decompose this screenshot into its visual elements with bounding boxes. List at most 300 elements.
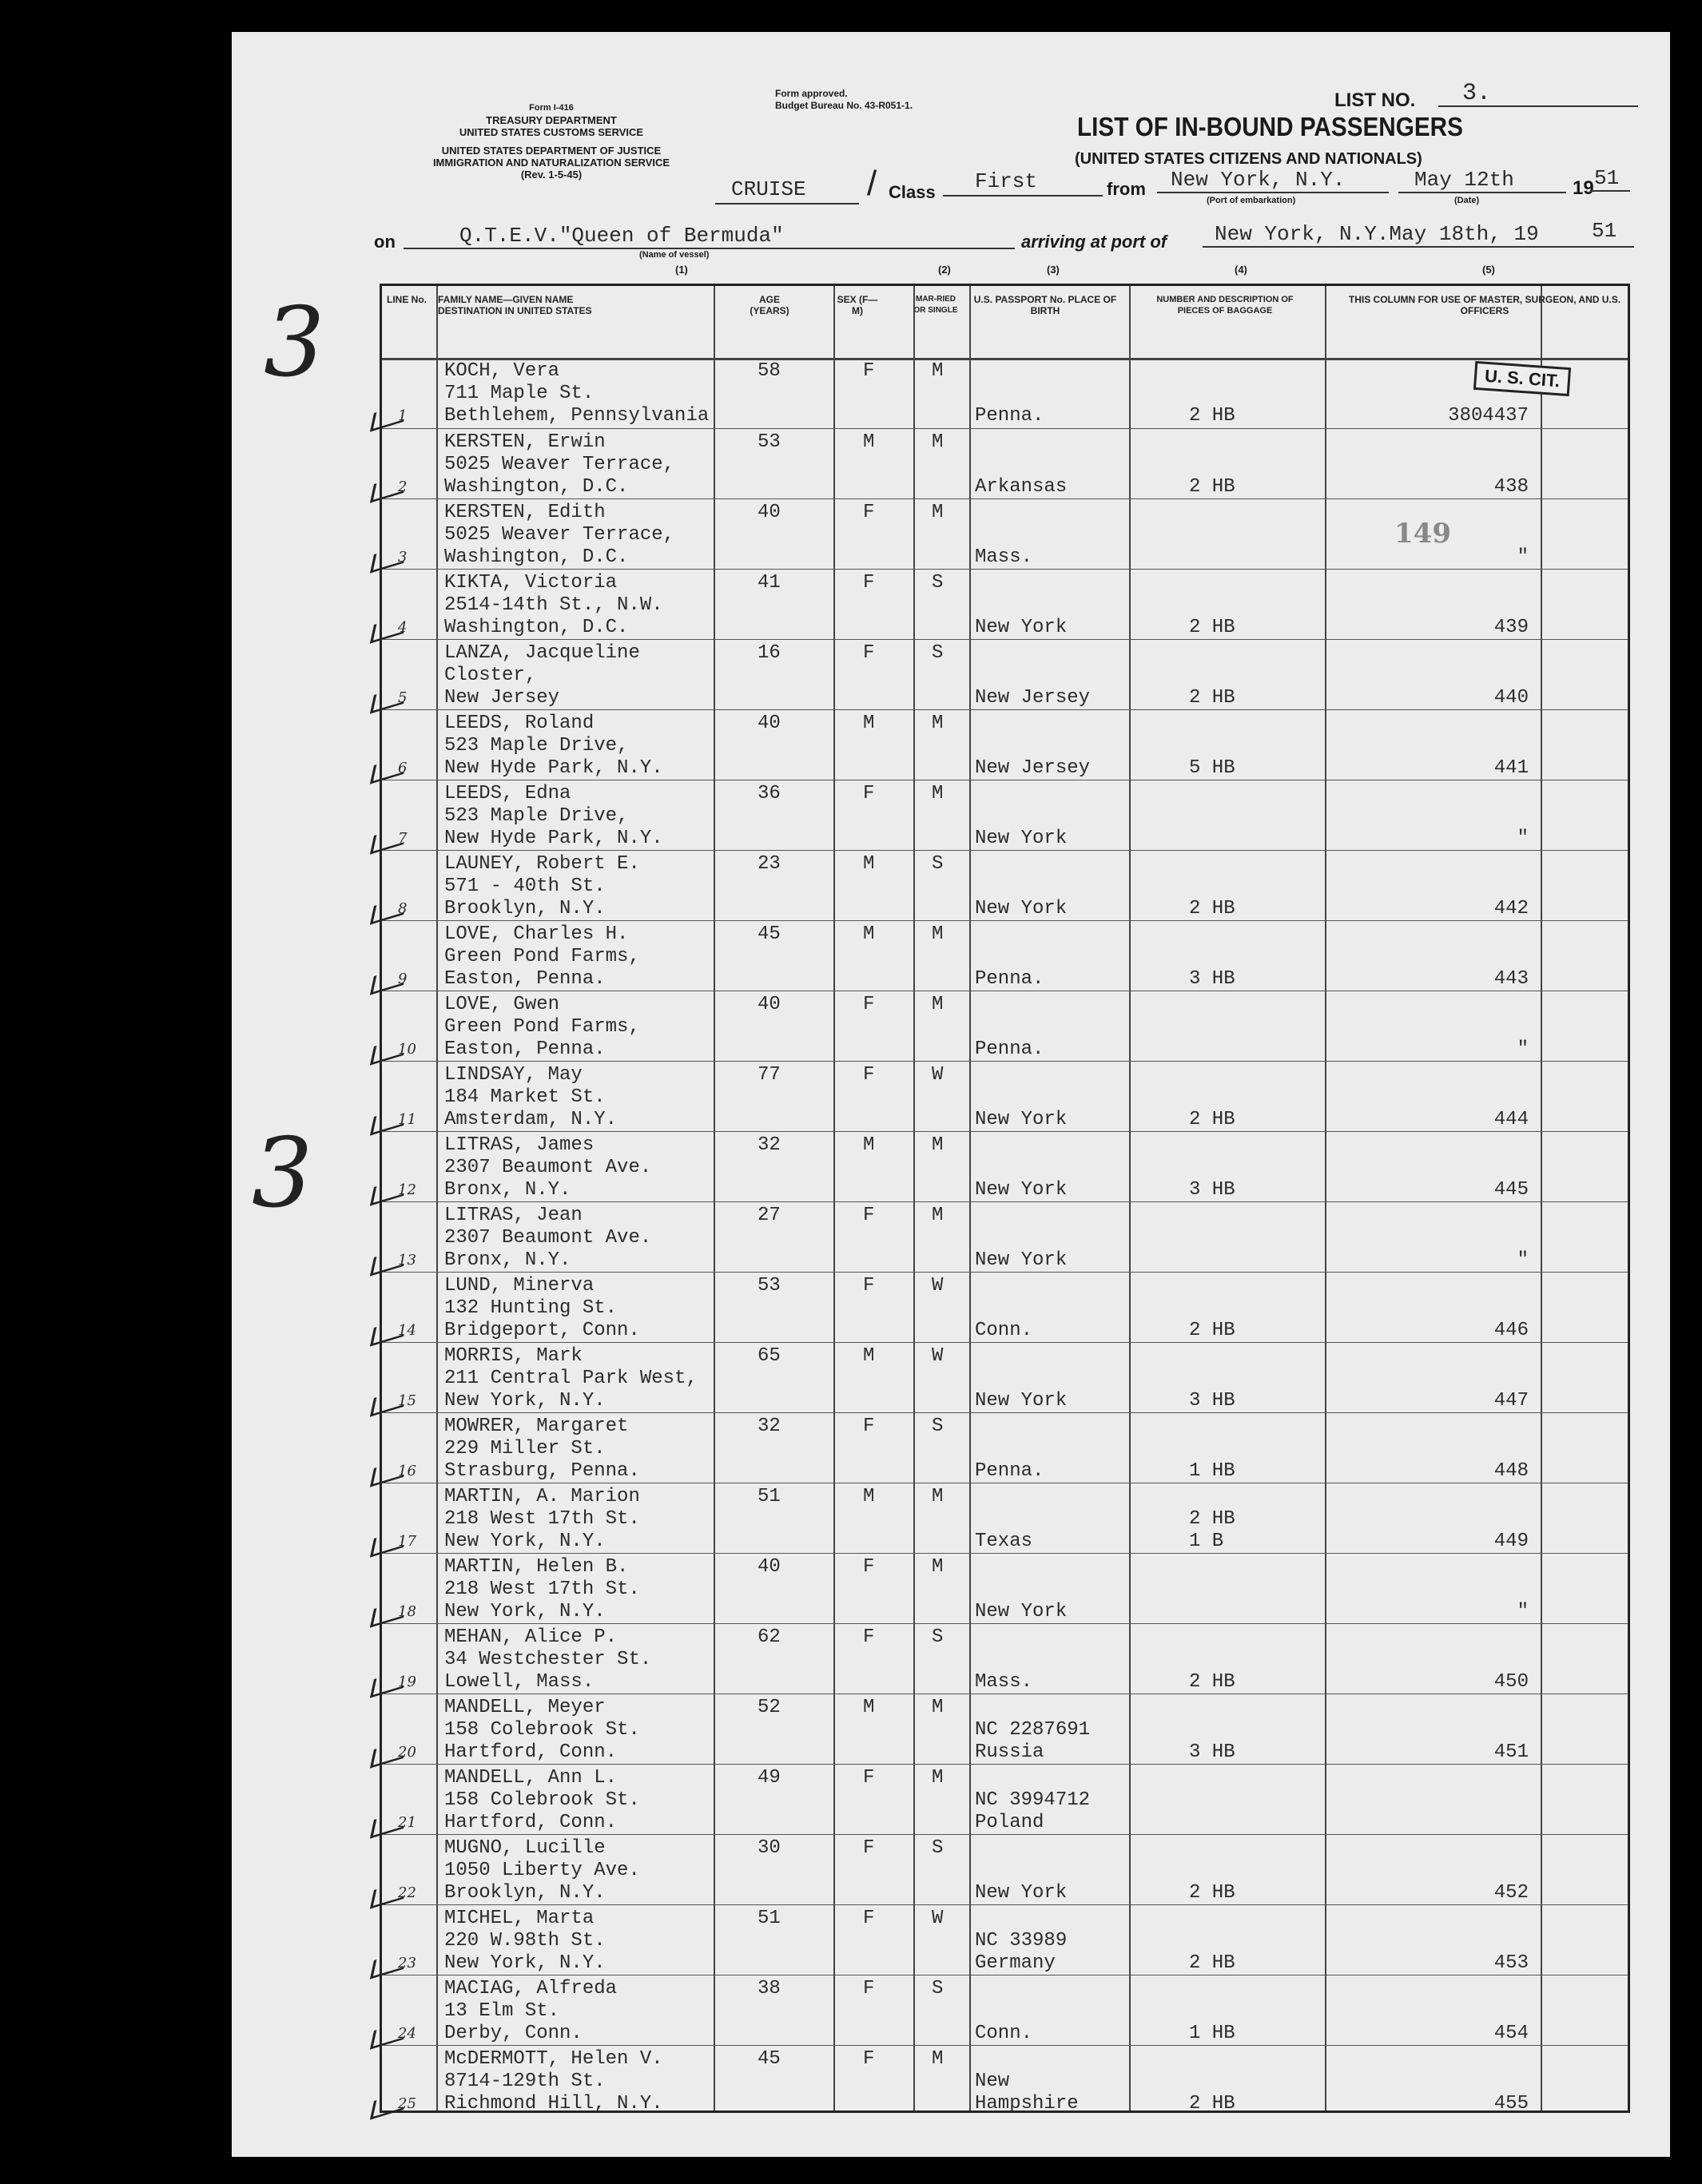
place-of-birth: Conn.	[975, 1320, 1033, 1341]
line-number: 4	[398, 619, 408, 636]
marital-status: M	[932, 1697, 944, 1718]
annotation-149: 149	[1394, 518, 1451, 550]
year-prefix: 19	[1573, 177, 1594, 199]
us-citizen-stamp: U. S. CIT.	[1473, 361, 1571, 396]
passenger-city: Richmond Hill, N.Y.	[444, 2093, 663, 2115]
line-number: 3	[398, 549, 408, 566]
passport-number: NC 3994712	[975, 1789, 1091, 1811]
col-header-baggage: NUMBER AND DESCRIPTION OF PIECES OF BAGGAGE	[1156, 295, 1294, 316]
passenger-sex: F	[863, 1978, 875, 1999]
passport-number: NC 2287691	[975, 1719, 1091, 1741]
place-of-birth: New York	[975, 617, 1068, 638]
place-of-birth: New York	[975, 1179, 1068, 1201]
passenger-sex: F	[863, 1275, 875, 1297]
passenger-city: Amsterdam, N.Y.	[444, 1109, 618, 1130]
passenger-sex: M	[863, 853, 875, 875]
line-number: 1	[398, 407, 408, 424]
passenger-street: 220 W.98th St.	[444, 1930, 606, 1952]
marital-status: M	[932, 502, 944, 523]
passenger-name: LEEDS, Roland	[444, 713, 595, 734]
passenger-street: 158 Colebrook St.	[444, 1789, 640, 1811]
passenger-name: KOCH, Vera	[444, 360, 560, 382]
col-number-2: (2)	[938, 264, 951, 276]
passenger-city: Easton, Penna.	[444, 968, 606, 990]
passenger-street: 211 Central Park West,	[444, 1368, 698, 1389]
passenger-street: 2307 Beaumont Ave.	[444, 1227, 652, 1249]
officer-number: 446	[1493, 1320, 1529, 1341]
passenger-sex: F	[863, 1626, 875, 1648]
arrival-port-date: New York, N.Y.May 18th, 19	[1215, 222, 1539, 246]
passenger-city: Lowell, Mass.	[444, 1671, 595, 1693]
marital-status: M	[932, 1767, 944, 1789]
baggage-count: 2 HB	[1189, 1320, 1235, 1341]
passport-number: New	[975, 2071, 1010, 2092]
table-row	[382, 1764, 1628, 1835]
officer-number: 444	[1493, 1109, 1529, 1130]
passenger-sex: F	[863, 783, 875, 804]
line-number: 7	[398, 830, 408, 847]
passenger-name: LAUNEY, Robert E.	[444, 853, 640, 875]
passenger-sex: M	[863, 713, 875, 734]
passenger-street: 523 Maple Drive,	[444, 805, 629, 827]
col-number-5: (5)	[1482, 264, 1495, 276]
class-label: Class	[889, 182, 936, 202]
marital-status: M	[932, 2048, 944, 2070]
officer-number: 442	[1493, 898, 1529, 919]
passenger-age: 45	[758, 923, 781, 945]
embarkation-date: May 12th	[1414, 168, 1514, 192]
passenger-sex: F	[863, 360, 875, 382]
list-number-label: LIST NO.	[1334, 89, 1416, 111]
passenger-name: MUGNO, Lucille	[444, 1837, 606, 1859]
officer-number: 439	[1493, 617, 1529, 638]
place-of-birth: Germany	[975, 1952, 1056, 1974]
passenger-city: Derby, Conn.	[444, 2023, 583, 2044]
line-number: 6	[398, 760, 408, 776]
col-number-1: (1)	[675, 264, 688, 276]
table-row	[382, 1834, 1628, 1905]
officer-number: "	[1517, 1249, 1529, 1271]
place-of-birth: Conn.	[975, 2023, 1033, 2044]
baggage-count: 5 HB	[1189, 757, 1235, 779]
passenger-street: 1050 Liberty Ave.	[444, 1860, 640, 1881]
baggage-count: 3 HB	[1189, 1741, 1235, 1763]
passenger-age: 51	[758, 1908, 781, 1929]
line-number: 16	[398, 1463, 416, 1479]
place-of-birth: New Jersey	[975, 687, 1091, 709]
marital-status: M	[932, 1205, 944, 1226]
page-title: LIST OF IN-BOUND PASSENGERS	[1077, 112, 1463, 141]
immigration-service: IMMIGRATION AND NATURALIZATION SERVICE	[432, 157, 670, 169]
passenger-city: Strasburg, Penna.	[444, 1460, 640, 1482]
col-header-line: LINE No.	[387, 294, 427, 305]
officer-number: 3804437	[1448, 405, 1529, 427]
class-value: First	[975, 169, 1038, 193]
slash-mark: /	[867, 164, 877, 203]
embarkation-port: New York, N.Y.	[1171, 168, 1346, 192]
passenger-name: MOWRER, Margaret	[444, 1416, 629, 1437]
table-row	[382, 920, 1628, 991]
passenger-sex: F	[863, 1908, 875, 1929]
place-of-birth: Poland	[975, 1812, 1044, 1833]
table-row	[382, 1272, 1628, 1343]
col-number-3: (3)	[1047, 264, 1060, 276]
table-row	[382, 358, 1628, 428]
line-number: 5	[398, 689, 408, 706]
passenger-age: 38	[758, 1978, 781, 1999]
passenger-city: Hartford, Conn.	[444, 1812, 618, 1833]
table-row	[382, 569, 1628, 640]
line-number: 23	[398, 1955, 416, 1972]
passport-number: NC 33989	[975, 1930, 1068, 1952]
passenger-street: 132 Hunting St.	[444, 1297, 618, 1319]
passenger-name: LANZA, Jacqueline	[444, 642, 640, 664]
line-number: 25	[398, 2095, 416, 2112]
baggage-count: 3 HB	[1189, 968, 1235, 990]
table-row	[382, 1623, 1628, 1694]
passenger-city: New Hyde Park, N.Y.	[444, 757, 663, 779]
passenger-name: LINDSAY, May	[444, 1064, 583, 1086]
marital-status: M	[932, 994, 944, 1015]
passenger-sex: M	[863, 431, 875, 453]
baggage-count: 2 HB	[1189, 405, 1235, 427]
baggage-count: 2 HB	[1189, 617, 1235, 638]
passenger-name: MACIAG, Alfreda	[444, 1978, 618, 1999]
table-row	[382, 639, 1628, 710]
place-of-birth: Penna.	[975, 405, 1044, 427]
justice-dept: UNITED STATES DEPARTMENT OF JUSTICE	[441, 145, 662, 157]
passenger-name: MANDELL, Meyer	[444, 1697, 606, 1718]
passenger-age: 53	[758, 431, 781, 453]
passenger-age: 49	[758, 1767, 781, 1789]
passenger-street: 13 Elm St.	[444, 2000, 560, 2022]
place-of-birth: Texas	[975, 1531, 1033, 1552]
line-number: 22	[398, 1884, 416, 1901]
marital-status: S	[932, 1978, 944, 1999]
marital-status: M	[932, 923, 944, 945]
passenger-age: 41	[758, 572, 781, 594]
passenger-name: McDERMOTT, Helen V.	[444, 2048, 663, 2070]
passenger-city: New York, N.Y.	[444, 1531, 606, 1552]
line-number: 21	[398, 1814, 416, 1831]
passenger-street: 218 West 17th St.	[444, 1578, 640, 1600]
line-number: 13	[398, 1252, 416, 1269]
place-of-birth: New York	[975, 1390, 1068, 1412]
passenger-city: New Jersey	[444, 687, 560, 709]
marital-status: S	[932, 1626, 944, 1648]
table-row	[382, 709, 1628, 780]
passenger-sex: F	[863, 1767, 875, 1789]
passenger-name: MARTIN, Helen B.	[444, 1556, 629, 1578]
officer-number: 455	[1493, 2093, 1529, 2115]
passenger-city: Brooklyn, N.Y.	[444, 1882, 606, 1904]
passenger-sex: F	[863, 572, 875, 594]
line-number: 10	[398, 1041, 416, 1058]
marital-status: M	[932, 713, 944, 734]
table-row	[382, 1975, 1628, 2046]
officer-number: 438	[1493, 476, 1529, 498]
passenger-street: 523 Maple Drive,	[444, 735, 629, 756]
baggage-count: 2 HB	[1189, 898, 1235, 919]
place-of-birth: Penna.	[975, 968, 1044, 990]
passenger-sex: M	[863, 1697, 875, 1718]
passenger-age: 52	[758, 1697, 781, 1718]
passenger-city: New York, N.Y.	[444, 1952, 606, 1974]
marital-status: W	[932, 1064, 944, 1086]
passenger-name: LUND, Minerva	[444, 1275, 595, 1297]
officer-number: "	[1517, 546, 1529, 568]
marital-status: M	[932, 1134, 944, 1156]
on-label: on	[374, 232, 396, 252]
line-number: 24	[398, 2025, 416, 2042]
trip-type: CRUISE	[731, 177, 806, 201]
approval-block	[775, 88, 1031, 112]
passenger-age: 77	[758, 1064, 781, 1086]
margin-mark-3-mid: 3	[252, 1118, 313, 1229]
passenger-city: Washington, D.C.	[444, 476, 629, 498]
place-of-birth: Penna.	[975, 1460, 1044, 1482]
passenger-street: 184 Market St.	[444, 1086, 606, 1108]
passenger-name: LITRAS, Jean	[444, 1205, 583, 1226]
line-number: 19	[398, 1674, 416, 1690]
passenger-age: 27	[758, 1205, 781, 1226]
form-number: Form I-416	[529, 103, 574, 113]
place-of-birth: Arkansas	[975, 476, 1068, 498]
officer-number: 449	[1493, 1531, 1529, 1552]
arriving-label: arriving at port of	[1021, 232, 1167, 252]
marital-status: M	[932, 1556, 944, 1578]
line-number: 9	[398, 971, 408, 987]
passenger-sex: F	[863, 642, 875, 664]
place-of-birth: Hampshire	[975, 2093, 1079, 2115]
baggage-count: 2 HB	[1189, 1671, 1235, 1693]
passenger-sex: F	[863, 502, 875, 523]
place-of-birth: Russia	[975, 1741, 1044, 1763]
col-number-4: (4)	[1235, 264, 1247, 276]
marital-status: M	[932, 783, 944, 804]
form-revision: (Rev. 1-5-45)	[520, 169, 583, 181]
marital-status: S	[932, 1416, 944, 1437]
passenger-city: Brooklyn, N.Y.	[444, 898, 606, 919]
table-row	[382, 1412, 1628, 1483]
line-number: 2	[398, 478, 408, 495]
baggage-count: 2 HB	[1189, 2093, 1235, 2115]
table-row	[382, 850, 1628, 921]
passenger-age: 40	[758, 1556, 781, 1578]
passenger-street: 8714-129th St.	[444, 2071, 606, 2092]
col-header-sex: SEX (F—M)	[837, 294, 878, 316]
vessel-name: Q.T.E.V."Queen of Bermuda"	[459, 224, 784, 248]
arrival-year: 51	[1592, 219, 1617, 243]
passenger-street: 5025 Weaver Terrace,	[444, 524, 675, 546]
passenger-sex: F	[863, 2048, 875, 2070]
passenger-age: 16	[758, 642, 781, 664]
baggage-count: 3 HB	[1189, 1179, 1235, 1201]
officer-number: 448	[1493, 1460, 1529, 1482]
passenger-name: MEHAN, Alice P.	[444, 1626, 618, 1648]
passenger-city: Washington, D.C.	[444, 546, 629, 568]
col-header-age: AGE (YEARS)	[750, 294, 789, 316]
place-of-birth: Mass.	[975, 1671, 1033, 1693]
passenger-sex: F	[863, 1205, 875, 1226]
passenger-age: 45	[758, 2048, 781, 2070]
officer-number: 451	[1493, 1741, 1529, 1763]
customs-service: UNITED STATES CUSTOMS SERVICE	[459, 126, 644, 138]
officer-number: "	[1517, 1601, 1529, 1622]
table-row	[382, 1904, 1628, 1976]
baggage-count: 2 HB	[1189, 1882, 1235, 1904]
passenger-sex: F	[863, 1064, 875, 1086]
place-of-birth: New York	[975, 1249, 1068, 1271]
col-header-passport: U.S. PASSPORT No. PLACE OF BIRTH	[973, 294, 1117, 316]
passenger-city: Bronx, N.Y.	[444, 1179, 571, 1201]
from-label: from	[1107, 179, 1146, 199]
passenger-city: Bethlehem, Pennsylvania	[444, 405, 710, 427]
place-of-birth: New York	[975, 828, 1068, 849]
passenger-city: New Hyde Park, N.Y.	[444, 828, 663, 849]
baggage-count: 1 HB	[1189, 1460, 1235, 1482]
marital-status: M	[932, 431, 944, 453]
table-row	[382, 1061, 1628, 1132]
officer-number: 441	[1493, 757, 1529, 779]
passenger-age: 32	[758, 1134, 781, 1156]
passenger-name: KIKTA, Victoria	[444, 572, 618, 594]
baggage-count: 2 HB	[1189, 1952, 1235, 1974]
line-number: 17	[398, 1533, 416, 1550]
officer-number: 440	[1493, 687, 1529, 709]
marital-status: W	[932, 1908, 944, 1929]
place-of-birth: New York	[975, 1109, 1068, 1130]
officer-number: 450	[1493, 1671, 1529, 1693]
table-row	[382, 991, 1628, 1062]
passenger-sex: F	[863, 1556, 875, 1578]
officer-number: 452	[1493, 1882, 1529, 1904]
date-caption: (Date)	[1454, 196, 1480, 205]
passenger-street: 5025 Weaver Terrace,	[444, 454, 675, 475]
port-caption: (Port of embarkation)	[1207, 196, 1296, 205]
marital-status: S	[932, 572, 944, 594]
passenger-sex: F	[863, 1416, 875, 1437]
passenger-age: 23	[758, 853, 781, 875]
passenger-name: LITRAS, James	[444, 1134, 595, 1156]
passenger-city: Bridgeport, Conn.	[444, 1320, 640, 1341]
passenger-age: 65	[758, 1345, 781, 1367]
place-of-birth: New York	[975, 898, 1068, 919]
baggage-count: 1 HB	[1189, 2023, 1235, 2044]
table-row	[382, 780, 1628, 851]
baggage-count: 2 HB	[1189, 476, 1235, 498]
place-of-birth: New York	[975, 1601, 1068, 1622]
passenger-age: 58	[758, 360, 781, 382]
passenger-age: 40	[758, 502, 781, 523]
line-number: 12	[398, 1181, 416, 1198]
marital-status: M	[932, 1486, 944, 1507]
passenger-name: MARTIN, A. Marion	[444, 1486, 640, 1507]
passenger-city: Hartford, Conn.	[444, 1741, 618, 1763]
list-number-value: 3.	[1462, 80, 1492, 107]
passenger-street: Green Pond Farms,	[444, 946, 640, 967]
passenger-sex: M	[863, 1486, 875, 1507]
place-of-birth: Penna.	[975, 1038, 1044, 1060]
passenger-age: 51	[758, 1486, 781, 1507]
passenger-city: Washington, D.C.	[444, 617, 629, 638]
passenger-name: KERSTEN, Edith	[444, 502, 606, 523]
passenger-sex: F	[863, 1837, 875, 1859]
passenger-sex: M	[863, 1134, 875, 1156]
table-row	[382, 1694, 1628, 1765]
passenger-name: LOVE, Charles H.	[444, 923, 629, 945]
year-value: 51	[1594, 166, 1620, 190]
passenger-table	[380, 284, 1630, 2113]
passenger-sex: M	[863, 923, 875, 945]
marital-status: S	[932, 1837, 944, 1859]
passenger-city: Bronx, N.Y.	[444, 1249, 571, 1271]
treasury-dept: TREASURY DEPARTMENT	[486, 114, 617, 126]
line-number: 11	[398, 1111, 416, 1128]
budget-bureau: Budget Bureau No. 43-R051-1.	[775, 100, 913, 111]
passenger-street: 229 Miller St.	[444, 1438, 606, 1459]
officer-number: 443	[1493, 968, 1529, 990]
passenger-city: New York, N.Y.	[444, 1601, 606, 1622]
passenger-age: 36	[758, 783, 781, 804]
officer-number: 447	[1493, 1390, 1529, 1412]
col-header-officers: THIS COLUMN FOR USE OF MASTER, SURGEON, AND U.S. OFFICERS	[1348, 294, 1621, 316]
place-of-birth: New York	[975, 1882, 1068, 1904]
officer-number: 453	[1493, 1952, 1529, 1974]
passenger-name: LEEDS, Edna	[444, 783, 571, 804]
passenger-age: 40	[758, 713, 781, 734]
officer-number: "	[1517, 1038, 1529, 1060]
officer-number: 454	[1493, 2023, 1529, 2044]
col-header-married: MAR-RIED OR SINGLE	[913, 295, 958, 315]
marital-status: W	[932, 1275, 944, 1297]
place-of-birth: New Jersey	[975, 757, 1091, 779]
vessel-caption: (Name of vessel)	[639, 250, 710, 260]
margin-mark-3-top: 3	[264, 288, 325, 399]
passenger-name: KERSTEN, Erwin	[444, 431, 606, 453]
table-row	[382, 1131, 1628, 1202]
passenger-street: 34 Westchester St.	[444, 1649, 652, 1670]
line-number: 14	[398, 1322, 416, 1339]
place-of-birth: Mass.	[975, 546, 1033, 568]
passenger-sex: M	[863, 1345, 875, 1367]
marital-status: S	[932, 642, 944, 664]
baggage-count: 1 B	[1189, 1531, 1224, 1552]
passenger-age: 53	[758, 1275, 781, 1297]
form-approved: Form approved.	[775, 88, 848, 99]
marital-status: S	[932, 853, 944, 875]
passenger-name: MICHEL, Marta	[444, 1908, 595, 1929]
passenger-age: 62	[758, 1626, 781, 1648]
passenger-street: Green Pond Farms,	[444, 1016, 640, 1038]
passenger-city: New York, N.Y.	[444, 1390, 606, 1412]
officer-number: "	[1517, 828, 1529, 849]
marital-status: W	[932, 1345, 944, 1367]
passenger-name: MORRIS, Mark	[444, 1345, 583, 1367]
passenger-name: MANDELL, Ann L.	[444, 1767, 618, 1789]
table-row	[382, 428, 1628, 499]
passenger-city: Easton, Penna.	[444, 1038, 606, 1060]
line-number: 15	[398, 1392, 416, 1409]
passenger-street: 711 Maple St.	[444, 383, 595, 404]
form-agency-block	[376, 102, 727, 181]
col-header-name: FAMILY NAME—GIVEN NAME DESTINATION IN UNITED STATES	[438, 294, 592, 316]
passenger-street: 2307 Beaumont Ave.	[444, 1157, 652, 1178]
table-row	[382, 1553, 1628, 1624]
passenger-name: LOVE, Gwen	[444, 994, 560, 1015]
baggage-extra: 2 HB	[1189, 1508, 1235, 1530]
passenger-age: 30	[758, 1837, 781, 1859]
